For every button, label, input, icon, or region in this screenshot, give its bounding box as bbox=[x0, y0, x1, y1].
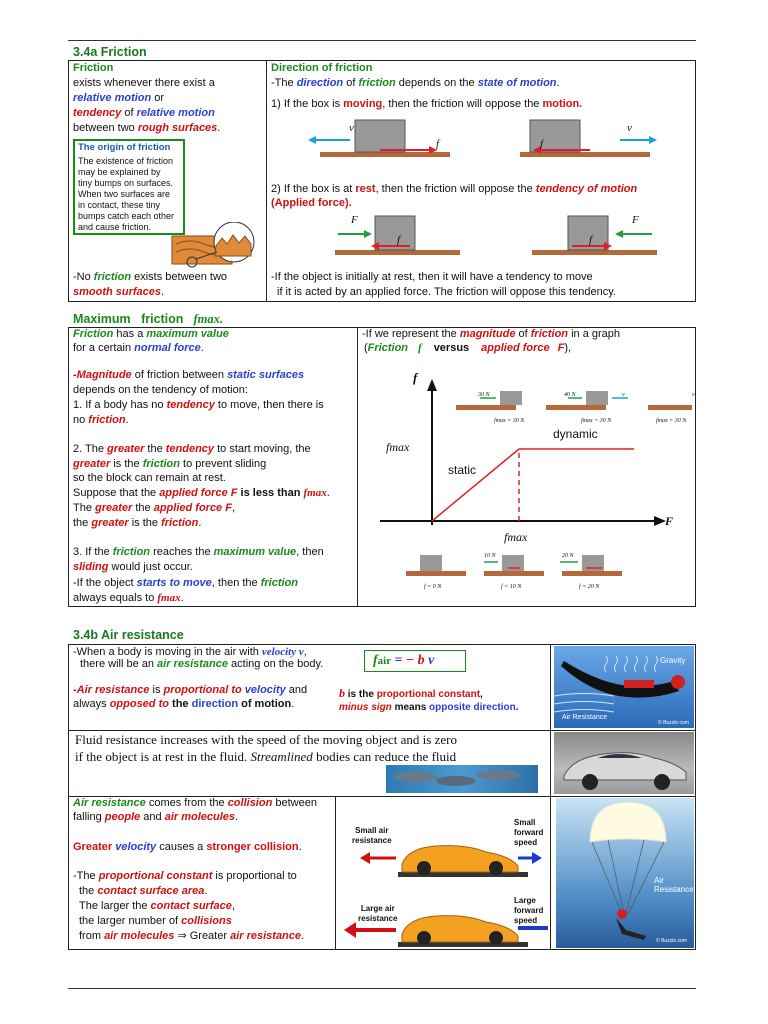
graph-force-label: 30 N bbox=[478, 392, 490, 398]
car-art bbox=[554, 732, 694, 794]
collision-line: falling people and air molecules. bbox=[73, 811, 239, 823]
mf-line: 1. If a body has no tendency to move, then there is bbox=[73, 399, 324, 411]
graph-static-label: static bbox=[448, 463, 477, 477]
fluid-line-2: if the object is at rest in the fluid. Streamlined bodies can reduce the fluid bbox=[75, 749, 457, 764]
air-line: always opposed to the direction of motion. bbox=[73, 698, 295, 710]
v-label: v bbox=[627, 122, 632, 134]
max-friction-title: Maximum friction fmax. bbox=[73, 312, 223, 326]
collision-line: from air molecules ⇒ Greater air resistance. bbox=[79, 930, 305, 942]
parachute-credit: © Buzzle.com bbox=[656, 938, 687, 944]
credit-label: © Buzzle.com bbox=[658, 720, 689, 726]
graph-force-label: 20 N bbox=[562, 553, 574, 559]
bottom-block-set bbox=[406, 555, 622, 576]
static-friction-line bbox=[432, 449, 519, 521]
origin-line: may be explained by bbox=[78, 167, 161, 177]
graph-friction-label: fmax = 30 N bbox=[581, 418, 612, 424]
mf-line: -Magnitude of friction between static surfaces bbox=[73, 369, 305, 381]
f-label: f bbox=[397, 234, 401, 246]
collision-line: -The proportional constant is proportional to bbox=[73, 870, 297, 882]
collision-line: Greater velocity causes a stronger collision. bbox=[73, 841, 302, 853]
parachute-air-label: Air Resistance bbox=[654, 876, 694, 894]
F-label: F bbox=[351, 214, 358, 226]
origin-line: The existence of friction bbox=[78, 156, 174, 166]
air-col-divider bbox=[550, 644, 551, 950]
origin-title: The origin of friction bbox=[78, 142, 171, 153]
graph-force-label: v bbox=[692, 392, 695, 398]
large-air-label: Large air resistance bbox=[358, 904, 398, 923]
collision-line: the larger number of collisions bbox=[79, 915, 232, 927]
dolphins-image bbox=[386, 765, 538, 793]
initial-rest-1: -If the object is initially at rest, then it will have a tendency to move bbox=[271, 271, 593, 283]
collision-line: the contact surface area. bbox=[79, 885, 208, 897]
mf-line: for a certain normal force. bbox=[73, 342, 204, 354]
graph-friction-label: fmax = 30 N bbox=[494, 418, 525, 424]
origin-line: in contact, these tiny bbox=[78, 200, 161, 210]
graph-f-axis-label: f bbox=[413, 370, 418, 385]
b-note: b is the proportional constant, bbox=[339, 686, 483, 700]
graph-intro-2: (Friction f versus applied force F), bbox=[364, 342, 572, 354]
collision-line: Air resistance comes from the collision between bbox=[73, 797, 317, 809]
gravity-label: Gravity bbox=[660, 656, 686, 665]
parachute-image bbox=[556, 798, 694, 948]
moving-box-diagram bbox=[300, 114, 680, 164]
graph-F-axis-label: F bbox=[665, 514, 674, 528]
friction-def-1: exists whenever there exist a bbox=[73, 77, 215, 89]
air-resistance-label: Air Resistance bbox=[562, 714, 608, 721]
graph-friction-label: fmax = 30 N bbox=[656, 418, 687, 424]
graph-force-label: 10 N bbox=[484, 553, 496, 559]
wood-bumps-illustration bbox=[162, 222, 262, 272]
air-line: there will be an air resistance acting on the body. bbox=[80, 658, 324, 670]
minus-note: minus sign means opposite direction. bbox=[339, 702, 519, 713]
moving-rule: 1) If the box is moving, then the friction will oppose the motion. bbox=[271, 98, 583, 110]
direction-heading: Direction of friction bbox=[271, 62, 373, 74]
f-label: f bbox=[436, 138, 440, 150]
friction-heading: Friction bbox=[73, 62, 114, 74]
air-line: -Air resistance is proportional to velocity and bbox=[73, 684, 308, 696]
graph-friction-label: f = 10 N bbox=[501, 584, 522, 590]
mf-line: no friction. bbox=[73, 414, 129, 426]
air-line: -When a body is moving in the air with velocity v, bbox=[73, 646, 307, 658]
origin-line: tiny bumps on surfaces. bbox=[78, 178, 174, 188]
origin-line: When two surfaces are bbox=[78, 189, 171, 199]
friction-graph bbox=[360, 365, 692, 605]
direction-line: -The direction of friction depends on the state of motion. bbox=[271, 77, 560, 89]
friction-def-2: relative motion or bbox=[73, 92, 165, 104]
mf-line: The greater the applied force F, bbox=[73, 502, 236, 514]
mf-line: the greater is the friction. bbox=[73, 517, 202, 529]
origin-of-friction-box bbox=[73, 139, 185, 235]
large-speed-label: Large forward speed bbox=[514, 896, 544, 925]
parachute-art bbox=[556, 798, 694, 948]
F-label: F bbox=[632, 214, 639, 226]
collision-line: The larger the contact surface, bbox=[79, 900, 235, 912]
mf-line: -If the object starts to move, then the friction bbox=[73, 577, 299, 589]
origin-line: bumps catch each other bbox=[78, 211, 175, 221]
sports-car-image bbox=[554, 732, 694, 794]
friction-def-3: tendency of relative motion bbox=[73, 107, 215, 119]
air-col-divider-2 bbox=[335, 796, 336, 950]
friction-table-divider bbox=[266, 60, 267, 302]
mf-line: so the block can remain at rest. bbox=[73, 472, 226, 484]
mf-line: 2. The greater the tendency to start moving, the bbox=[73, 443, 311, 455]
small-speed-label: Small forward speed bbox=[514, 818, 544, 847]
graph-dynamic-label: dynamic bbox=[553, 427, 598, 441]
mf-line: greater is the friction to prevent sliding bbox=[73, 458, 267, 470]
skydiver-image bbox=[554, 646, 694, 728]
section-title-air: 3.4b Air resistance bbox=[73, 628, 184, 642]
mf-line: Friction has a maximum value bbox=[73, 328, 229, 340]
graph-fmax-x: fmax bbox=[504, 530, 528, 544]
rest-rule-1: 2) If the box is at rest, then the friction will oppose the tendency of motion bbox=[271, 183, 638, 195]
air-formula-box: fair = − b v bbox=[364, 650, 466, 672]
bottom-rule bbox=[68, 988, 696, 989]
mf-line: 3. If the friction reaches the maximum value, then bbox=[73, 546, 324, 558]
no-friction-1: -No friction exists between two bbox=[73, 271, 228, 283]
graph-force-label: 40 N bbox=[564, 392, 576, 398]
mf-line: depends on the tendency of motion: bbox=[73, 384, 248, 396]
rest-rule-2: (Applied force). bbox=[271, 197, 352, 209]
graph-fmax-y: fmax bbox=[386, 440, 410, 454]
mf-line: Suppose that the applied force F is less than fmax. bbox=[73, 487, 330, 499]
max-friction-divider bbox=[357, 327, 358, 607]
mf-line: always equals to fmax. bbox=[73, 592, 184, 604]
graph-friction-label: f = 20 N bbox=[579, 584, 600, 590]
section-title-friction: 3.4a Friction bbox=[73, 45, 147, 59]
no-friction-2: smooth surfaces. bbox=[73, 286, 165, 298]
small-air-label: Small air resistance bbox=[352, 826, 392, 845]
friction-def-4: between two rough surfaces. bbox=[73, 122, 221, 134]
graph-friction-label: f = 0 N bbox=[424, 584, 442, 590]
mf-line: sliding would just occur. bbox=[73, 561, 193, 573]
air-row-1-divider bbox=[68, 730, 696, 731]
origin-line: and cause friction. bbox=[78, 222, 152, 232]
f-label: f bbox=[589, 234, 593, 246]
dolphin-art bbox=[386, 765, 538, 793]
f-label: f bbox=[540, 138, 544, 150]
fluid-line-1: Fluid resistance increases with the speed of the moving object and is zero bbox=[75, 732, 457, 747]
initial-rest-2: if it is acted by an applied force. The friction will oppose this tendency. bbox=[277, 286, 616, 298]
graph-intro-1: -If we represent the magnitude of friction in a graph bbox=[362, 328, 621, 340]
graph-force-label: v bbox=[622, 392, 625, 398]
top-rule bbox=[68, 40, 696, 41]
v-label: v bbox=[349, 122, 354, 134]
